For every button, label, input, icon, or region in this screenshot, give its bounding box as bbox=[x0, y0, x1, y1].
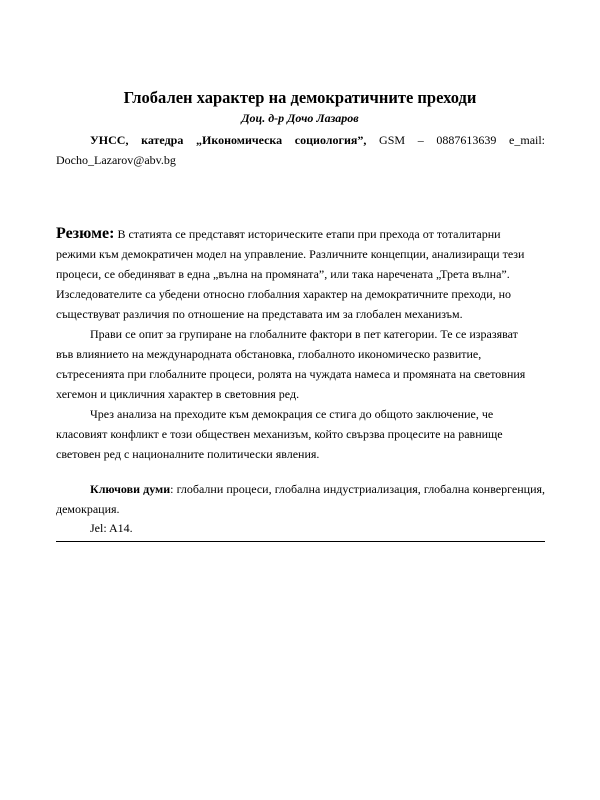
dash: – bbox=[417, 133, 424, 147]
abstract-label: Резюме: bbox=[56, 225, 115, 242]
gsm-label: GSM bbox=[379, 133, 406, 147]
keywords-label: Ключови думи bbox=[90, 482, 171, 496]
email-label: e_mail: bbox=[509, 133, 546, 147]
keywords-line bbox=[56, 479, 545, 519]
abstract-section bbox=[56, 224, 536, 464]
email-address: Docho_Lazarov@abv.bg bbox=[56, 153, 176, 167]
divider-line bbox=[56, 541, 545, 542]
affiliation-org: УНСС, катедра „Икономическа социология”, bbox=[90, 133, 367, 147]
affiliation-line bbox=[56, 130, 545, 150]
keywords-text: : глобални процеси, глобална индустриализация, глобална конвергенция, демокрация. bbox=[56, 482, 546, 516]
jel-code: Jel: A14. bbox=[90, 521, 133, 535]
abstract-paragraph-2: Прави се опит за групиране на глобалните фактори в пет категории. Те се изразяват във влиянието на международната обстановка, глобалното икономическо развитие, сътресенията при глобалните процеси, ролята на чуждата намеса и промяната на световния хегемон и цикличния характер в световния ред. bbox=[56, 327, 526, 401]
abstract-paragraph-1 bbox=[56, 224, 536, 324]
author-name: Доц. д-р Дочо Лазаров bbox=[241, 111, 359, 125]
page-title: Глобален характер на демократичните преходи bbox=[123, 88, 477, 107]
phone-number: 0887613639 bbox=[436, 133, 497, 147]
abstract-p1-text: В статията се представят историческите етапи при прехода от тоталитарни режими към демократичен модел на управление. Различните концепции, анализиращи тези процеси, се обединяват в една „вълна на промяната”, или така наречената „Трета вълна”. Изследователите са убедени относно глобалния характер на демократичните преходи, но съществуват различия по отношение на представата им за глобален механизъм. bbox=[56, 227, 525, 321]
abstract-paragraph-3: Чрез анализа на преходите към демокрация се стига до общото заключение, че класовият конфликт е този обществен механизъм, който свързва процесите на равнище световен ред с националните политически явления. bbox=[56, 407, 503, 461]
